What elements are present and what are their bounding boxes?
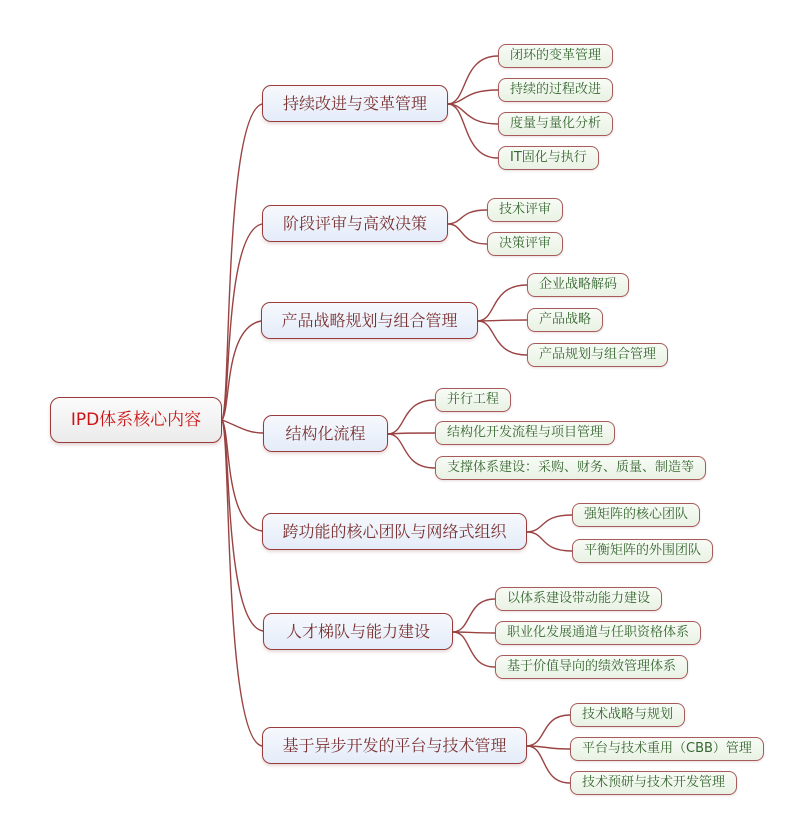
connector-b3-leaf-3: [478, 321, 527, 355]
leaf-node[interactable]: 平衡矩阵的外围团队: [572, 539, 713, 563]
connector-b1-leaf-1: [448, 56, 498, 104]
connector-root-branch-6: [222, 420, 263, 631]
leaf-node[interactable]: 结构化开发流程与项目管理: [435, 421, 615, 445]
leaf-node[interactable]: 支撑体系建设：采购、财务、质量、制造等: [435, 456, 706, 480]
connector-b3-leaf-1: [478, 285, 527, 321]
connector-b1-leaf-2: [448, 90, 498, 104]
connector-b4-leaf-2: [388, 433, 435, 434]
leaf-node[interactable]: 度量与量化分析: [498, 112, 613, 136]
connector-b5-leaf-2: [527, 532, 572, 551]
root-node[interactable]: IPD体系核心内容: [50, 397, 222, 443]
leaf-node[interactable]: 技术预研与技术开发管理: [570, 771, 737, 795]
connector-root-branch-2: [222, 224, 262, 420]
connector-b6-leaf-3: [453, 632, 495, 667]
leaf-node[interactable]: 强矩阵的核心团队: [572, 503, 700, 527]
connector-b7-leaf-2: [527, 746, 570, 749]
connector-b1-leaf-4: [448, 104, 498, 158]
branch-node-cross-functional-team[interactable]: 跨功能的核心团队与网络式组织: [262, 513, 527, 550]
leaf-node[interactable]: 闭环的变革管理: [498, 44, 613, 68]
branch-node-structured-process[interactable]: 结构化流程: [263, 415, 388, 452]
connector-b4-leaf-1: [388, 400, 435, 434]
connector-b5-leaf-1: [527, 515, 572, 532]
connector-b6-leaf-1: [453, 599, 495, 632]
connector-b6-leaf-2: [453, 632, 495, 633]
branch-node-platform-technology[interactable]: 基于异步开发的平台与技术管理: [262, 727, 527, 764]
leaf-node[interactable]: 产品规划与组合管理: [527, 343, 668, 367]
connector-b7-leaf-1: [527, 715, 570, 746]
connector-root-branch-3: [222, 321, 261, 420]
leaf-node[interactable]: IT固化与执行: [498, 146, 599, 170]
branch-node-continuous-improvement[interactable]: 持续改进与变革管理: [262, 85, 448, 122]
leaf-node[interactable]: 平台与技术重用（CBB）管理: [570, 737, 764, 761]
connector-b2-leaf-2: [448, 224, 487, 244]
leaf-node[interactable]: 以体系建设带动能力建设: [495, 587, 662, 611]
leaf-node[interactable]: 技术评审: [487, 198, 563, 222]
branch-node-talent-capability[interactable]: 人才梯队与能力建设: [263, 613, 453, 650]
branch-node-stage-review[interactable]: 阶段评审与高效决策: [262, 205, 448, 242]
connector-root-branch-5: [222, 420, 262, 531]
connector-b7-leaf-3: [527, 746, 570, 783]
leaf-node[interactable]: 决策评审: [487, 232, 563, 256]
leaf-node[interactable]: 并行工程: [435, 388, 511, 412]
leaf-node[interactable]: 职业化发展通道与任职资格体系: [495, 621, 701, 645]
connector-b3-leaf-2: [478, 320, 527, 321]
connector-root-branch-1: [222, 104, 262, 420]
leaf-node[interactable]: 技术战略与规划: [570, 703, 685, 727]
connector-b4-leaf-3: [388, 434, 435, 468]
branch-node-product-strategy[interactable]: 产品战略规划与组合管理: [261, 302, 478, 339]
connector-b2-leaf-1: [448, 210, 487, 224]
leaf-node[interactable]: 基于价值导向的绩效管理体系: [495, 655, 688, 679]
leaf-node[interactable]: 企业战略解码: [527, 273, 629, 297]
leaf-node[interactable]: 产品战略: [527, 308, 603, 332]
connector-root-branch-7: [222, 420, 262, 746]
connector-root-branch-4: [222, 420, 263, 433]
leaf-node[interactable]: 持续的过程改进: [498, 78, 613, 102]
connector-b1-leaf-3: [448, 104, 498, 124]
